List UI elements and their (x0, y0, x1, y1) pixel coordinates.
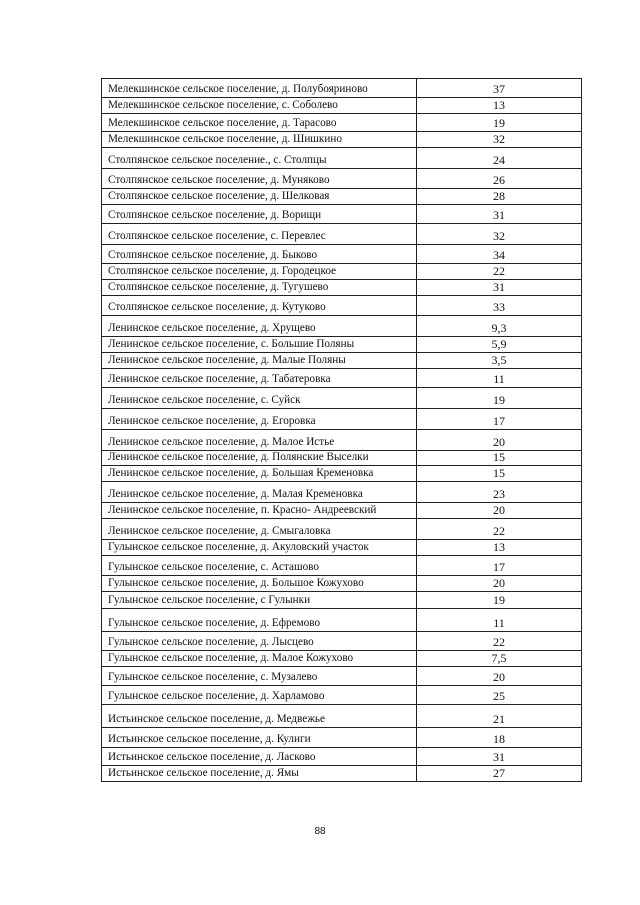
settlement-name-cell: Столпянское сельское поселение, д. Муняково (102, 169, 417, 189)
table-row (102, 651, 582, 667)
table-row (102, 98, 582, 114)
table-row (102, 169, 582, 189)
settlement-name-cell: Ленинское сельское поселение, д. Егоровка (102, 409, 417, 430)
settlement-name-cell: Ленинское сельское поселение, д. Табатеровка (102, 369, 417, 388)
table-row (102, 728, 582, 748)
settlement-name-cell: Гулынское сельское поселение, д. Малое Кожухово (102, 651, 417, 667)
distance-cell: 15 (417, 451, 582, 466)
table-row (102, 430, 582, 451)
distance-cell: 24 (417, 148, 582, 169)
distance-cell: 33 (417, 296, 582, 316)
distance-cell: 31 (417, 205, 582, 224)
settlement-name-cell: Столпянское сельское поселение, д. Городецкое (102, 264, 417, 280)
distance-cell: 13 (417, 540, 582, 556)
distance-cell: 9,3 (417, 316, 582, 337)
table-row (102, 466, 582, 482)
table-body (102, 79, 582, 782)
distance-cell: 22 (417, 519, 582, 540)
table-row (102, 337, 582, 353)
distance-cell: 13 (417, 98, 582, 114)
table-row (102, 748, 582, 766)
distance-cell: 5,9 (417, 337, 582, 353)
settlement-name-cell: Мелекшинское сельское поселение, д. Полубояриново (102, 79, 417, 98)
table-row (102, 609, 582, 632)
table-row (102, 409, 582, 430)
table-row (102, 705, 582, 728)
settlement-name-cell: Гулынское сельское поселение, д. Ефремово (102, 609, 417, 632)
settlement-name-cell: Столпянское сельское поселение, д. Ворищи (102, 205, 417, 224)
settlement-name-cell: Ленинское сельское поселение, п. Красно- Андреевский (102, 503, 417, 519)
table-row (102, 592, 582, 609)
table-row (102, 245, 582, 264)
settlement-name-cell: Ленинское сельское поселение, д. Малое Истье (102, 430, 417, 451)
table-row (102, 482, 582, 503)
settlement-name-cell: Истьинское сельское поселение, д. Кулиги (102, 728, 417, 748)
distance-cell: 19 (417, 592, 582, 609)
table-row (102, 556, 582, 576)
settlement-distance-table (101, 78, 582, 782)
table-row (102, 576, 582, 592)
table-row (102, 79, 582, 98)
distance-cell: 22 (417, 264, 582, 280)
settlement-name-cell: Ленинское сельское поселение, с. Большие Поляны (102, 337, 417, 353)
settlement-name-cell: Столпянское сельское поселение, д. Шелковая (102, 189, 417, 205)
distance-cell: 15 (417, 466, 582, 482)
settlement-name-cell: Истьинское сельское поселение, д. Медвежье (102, 705, 417, 728)
settlement-name-cell: Ленинское сельское поселение, с. Суйск (102, 388, 417, 409)
table-row (102, 686, 582, 705)
settlement-name-cell: Ленинское сельское поселение, д. Большая Кременовка (102, 466, 417, 482)
distance-cell: 17 (417, 409, 582, 430)
distance-cell: 28 (417, 189, 582, 205)
settlement-name-cell: Гулынское сельское поселение, д. Акуловский участок (102, 540, 417, 556)
distance-cell: 17 (417, 556, 582, 576)
distance-cell: 19 (417, 114, 582, 132)
table-row (102, 503, 582, 519)
table-row (102, 296, 582, 316)
settlement-name-cell: Гулынское сельское поселение, с. Музалево (102, 667, 417, 686)
distance-cell: 23 (417, 482, 582, 503)
settlement-name-cell: Гулынское сельское поселение, с. Асташово (102, 556, 417, 576)
distance-cell: 22 (417, 632, 582, 651)
settlement-name-cell: Столпянское сельское поселение., с. Столпцы (102, 148, 417, 169)
settlement-name-cell: Мелекшинское сельское поселение, с. Соболево (102, 98, 417, 114)
distance-cell: 20 (417, 667, 582, 686)
table-row (102, 316, 582, 337)
distance-cell: 20 (417, 576, 582, 592)
settlement-name-cell: Гулынское сельское поселение, д. Лысцево (102, 632, 417, 651)
table-row (102, 540, 582, 556)
distance-cell: 21 (417, 705, 582, 728)
settlement-name-cell: Ленинское сельское поселение, д. Полянские Выселки (102, 451, 417, 466)
distance-cell: 26 (417, 169, 582, 189)
table-row (102, 632, 582, 651)
distance-cell: 37 (417, 79, 582, 98)
settlement-name-cell: Ленинское сельское поселение, д. Малая Кременовка (102, 482, 417, 503)
settlement-name-cell: Столпянское сельское поселение, д. Тугушево (102, 280, 417, 296)
settlement-name-cell: Гулынское сельское поселение, д. Харламово (102, 686, 417, 705)
distance-cell: 7,5 (417, 651, 582, 667)
settlement-name-cell: Гулынское сельское поселение, д. Большое Кожухово (102, 576, 417, 592)
settlement-name-cell: Мелекшинское сельское поселение, д. Шишкино (102, 132, 417, 148)
settlement-distance-table-container (101, 78, 582, 782)
settlement-name-cell: Гулынское сельское поселение, с Гулынки (102, 592, 417, 609)
table-row (102, 667, 582, 686)
distance-cell: 25 (417, 686, 582, 705)
distance-cell: 31 (417, 280, 582, 296)
distance-cell: 3,5 (417, 353, 582, 369)
table-row (102, 148, 582, 169)
settlement-name-cell: Ленинское сельское поселение, д. Смыгаловка (102, 519, 417, 540)
distance-cell: 20 (417, 503, 582, 519)
settlement-name-cell: Ленинское сельское поселение, д. Хрущево (102, 316, 417, 337)
distance-cell: 20 (417, 430, 582, 451)
distance-cell: 19 (417, 388, 582, 409)
table-row (102, 264, 582, 280)
settlement-name-cell: Ленинское сельское поселение, д. Малые Поляны (102, 353, 417, 369)
table-row (102, 353, 582, 369)
distance-cell: 34 (417, 245, 582, 264)
settlement-name-cell: Столпянское сельское поселение, с. Перевлес (102, 224, 417, 245)
table-row (102, 205, 582, 224)
settlement-name-cell: Столпянское сельское поселение, д. Кутуково (102, 296, 417, 316)
table-row (102, 369, 582, 388)
table-row (102, 766, 582, 782)
distance-cell: 18 (417, 728, 582, 748)
table-row (102, 224, 582, 245)
table-row (102, 451, 582, 466)
settlement-name-cell: Истьинское сельское поселение, д. Ямы (102, 766, 417, 782)
table-row (102, 388, 582, 409)
table-row (102, 114, 582, 132)
table-row (102, 132, 582, 148)
distance-cell: 11 (417, 369, 582, 388)
page-number: 88 (314, 826, 326, 837)
settlement-name-cell: Истьинское сельское поселение, д. Ласково (102, 748, 417, 766)
distance-cell: 31 (417, 748, 582, 766)
table-row (102, 189, 582, 205)
distance-cell: 32 (417, 224, 582, 245)
settlement-name-cell: Столпянское сельское поселение, д. Быково (102, 245, 417, 264)
distance-cell: 27 (417, 766, 582, 782)
table-row (102, 280, 582, 296)
distance-cell: 11 (417, 609, 582, 632)
table-row (102, 519, 582, 540)
settlement-name-cell: Мелекшинское сельское поселение, д. Тарасово (102, 114, 417, 132)
distance-cell: 32 (417, 132, 582, 148)
